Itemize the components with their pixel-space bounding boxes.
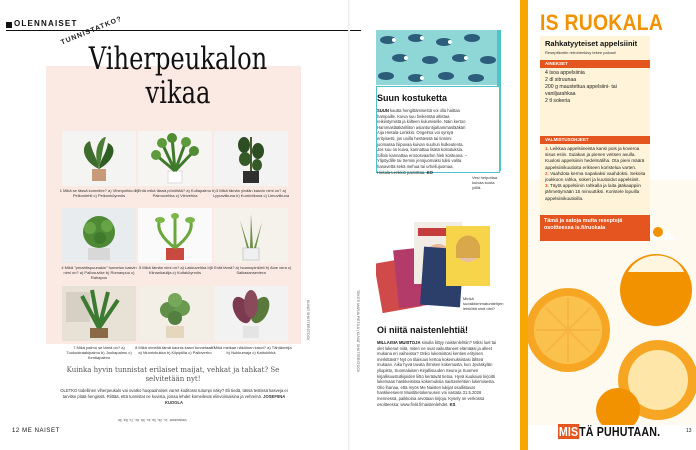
plant-photo-8 <box>138 286 212 341</box>
headline-line-1: Viherpeukalon <box>88 41 268 77</box>
text-credit: TEKSTI MARJA PIETILÄ | KUVAT SHUTTERSTOCK <box>356 290 360 373</box>
question-9: 9 Mikä meikan näköinen kasvi? a) Tähtämeija b) Nukkumaja c) Kattokihkä <box>210 345 292 355</box>
question-7: 7 Mikä palmu se tämä on? a) Tuokustraakipalmu b) Joukapalmu c) Kentiapalmu <box>66 345 132 360</box>
ingredients-label: AINEKSET <box>540 60 650 68</box>
plant-photo-7 <box>62 286 136 341</box>
quiz-intro-body: OLETKO todellinen viherpeukalo vai ovatko huopaahoiset varret koditossi tutumpi näky? Eli tiedä, tässä testissä kasveja ei tarvitse pitää hengissä. Riittää, että tunnistat ne kuvista, joissa lehdet komeilevat elinvoimaisina ja vehreinä. JOSEFIINA KUOGLA <box>60 388 288 405</box>
section-marker <box>6 22 12 28</box>
section-title: OLENNAISET <box>14 19 78 28</box>
plant-photo-4 <box>62 208 136 263</box>
plant-photo-9 <box>214 286 288 341</box>
quiz-lead: Kuinka hyvin tunnistat erilaiset maijat, vehkat ja tahkat? Se selvitetään nyt! <box>66 366 280 383</box>
plant-photo-2 <box>138 131 212 186</box>
photo-credit: KUVAT SHUTTERSTOCK <box>306 300 310 341</box>
slogan-logo: MIS <box>558 424 579 439</box>
recipe-title: Rahkatyyteiset appelsiinit <box>545 39 638 48</box>
recipe-cta-link[interactable]: Tämä ja satoja muita reseptejä osoitteessa is.fi/ruokala <box>544 218 623 231</box>
slogan-text: TÄ PUHUTAAN. <box>579 424 661 439</box>
headline-line-2: vikaa <box>145 75 211 111</box>
quiz-headline <box>84 42 271 110</box>
plant-photo-3 <box>214 131 288 186</box>
plant-photo-5 <box>138 208 212 263</box>
quiz-answers: Vastaukset: 1c, 2b, 3a, 4c, 5b, 6c, 7c, 8a, 9b <box>118 418 187 422</box>
accent-strip-orange <box>520 0 528 450</box>
article-body-naisten: MILLAISIA MUISTOJA sinulla liittyy naistenlehtiin? Miksi luet tai olet lukenut niitä, miten ne ovat vaikuttaneet elämääsi ja alleet mukana eri vaiheissa? Onko lukemistosi kenties erityisen merkittävä? Nyt on tilaisuus kertoa kokemuksistasi lähteä mukaan. Aika hyvä tavata ihmisen kokemusta, kun Jyväskylän yliopisto, Suomalaisen Kirjallisuuden Seura ja Suomen kirjallisuustutkijoiden liitto keräävät tietoa. Hyvä kuukausi kirjoitti lukemaan hankkeisissa kokemuksia naistenlehtien lukemisesta. Olio ihanaa, että myös Me Naisten lukijat osallistuvat hankkeeseen! Muistitietokeruusen voi vastata 31.5.2026 mennessä, paikkoina arvotaan kirjoja. Kysely on verkossa osoitteessa: www.finlit.fi/naistenlehdet. KS <box>377 340 497 407</box>
method-label: VALMISTUSOHJEET <box>540 136 650 144</box>
photo-caption-mint: Vesi helpottaa kuivaa suuta yöllä. <box>472 175 498 190</box>
photo-caption-magazines: Minkä suosikkimmatuntiehjen lehtiöitä sinä olet? <box>463 296 504 311</box>
recipe-subtitle: Reseptikortin retrohenkisy tekee paluun! <box>545 50 617 55</box>
ingredient-item: 200 g maustettua appelsiini- tai vaniljarahkaa <box>545 84 617 97</box>
plant-photo-6 <box>214 208 288 263</box>
plant-photo-1 <box>62 131 136 186</box>
toothpaste-photo <box>376 30 498 85</box>
section-rule <box>6 30 361 31</box>
question-8: 8 Mikä nimeltä tämä kaunis kasvi tunnetaan? a) Muorinkukka b) Kilpipillia c) Palloverho <box>135 345 215 355</box>
question-6: 6 Entä tämä? a) Isoanopinkieli b) Aloe vera c) Salkasanseviera <box>210 265 292 275</box>
method-step: 3. Täytä appelsiinin rahkalla ja laita jääkaappiin jähmettymään 15 minuuttiksi. Koristele lopuilla appelsiinikuutioilla. <box>545 183 641 201</box>
question-2: 2 Entä mikä tässä pönöttää? a) Kultapalmu b) Palmuvehka c) Viirivehka <box>134 188 216 198</box>
page-gutter <box>348 0 350 450</box>
question-5: 5 Mikä tämän nimi on? a) Lakkuvehka b) Kiinankaulija c) Kultaköynnös <box>138 265 212 275</box>
question-4: 4 Mikä "perahtispuunakin" tunnetun kasvin nimi on? a) Pallosuvike b) Romanpuu c) Rahapuu <box>61 265 137 280</box>
article-title-naisten: Oi niitä naistenlehtiä! <box>377 325 469 335</box>
method-steps <box>545 146 647 202</box>
ingredient-item: 2 dl sitruunaa <box>545 77 577 83</box>
ingredient-item: 2 tl sokeria <box>545 98 571 104</box>
brand-title: IS RUOKALA <box>540 10 664 35</box>
question-3: 3 Mikä tämän ylvään kasvin nimi on? a) Lyyraviikuna b) Kumiviikuna c) Limoviikuna <box>212 188 290 198</box>
article-title-mint: Suun kostuketta <box>377 93 448 103</box>
article-body-mint: SUUN kautta hengittämisestä voi olla haittaa hampaille. Kuiva suu heikentää altistaa reikiintymistä ja kiilteen kulumiselle. Näin kertoo Hammaslääkäriliiton asiantuntijahammaslääkäri Aija Hietala-Lenkkiö. Ongelma voi syntyä erityisesti, jos unilla herätessä tai tinnimi juomassa hiipuvaa kuivan suuhun kulkeutenta. Jos suu on kuiva, kannattaa lisätä kostutuksia. Silloin kannattaa erooosvaarlon hiek kosteana. – Ylipöydille tai tremini jenojuomaksi tulisi valita hanavettä sekä mehua tai urheilujuomaa, Hietala-Lenkkiö painottaa. KO <box>377 108 468 175</box>
method-step: 1. Leikkaa appelsiineista kansi pois ja koveroa sisus esiin. Sulakan ja pienen veitsen avulla. Kuulosi appelsiinin hedelmäliha. Ota pieni määrä appelsiinikuutioita erikseen koristelua varten. <box>545 146 645 170</box>
slogan <box>558 424 660 439</box>
method-step: 2. Vaahdota kerma napakaksi vaahdoksi. Sekoita joukkoon rahka, sokeri ja kuutioidut appelsiinit. <box>545 170 646 183</box>
question-1: 1 Mikä se tässä komeilee? a) Viherpeikko b) Pelkonlehti c) Peikonköynnös <box>59 188 139 198</box>
page-folio-left: 12 ME NAISET <box>12 428 60 434</box>
quiz-tag: TUNNISTATKO? <box>60 15 124 47</box>
page-number-right: 13 <box>686 428 692 434</box>
ingredient-item: 4 isoa appelsiinia <box>545 70 585 76</box>
ingredients-list <box>545 70 645 105</box>
